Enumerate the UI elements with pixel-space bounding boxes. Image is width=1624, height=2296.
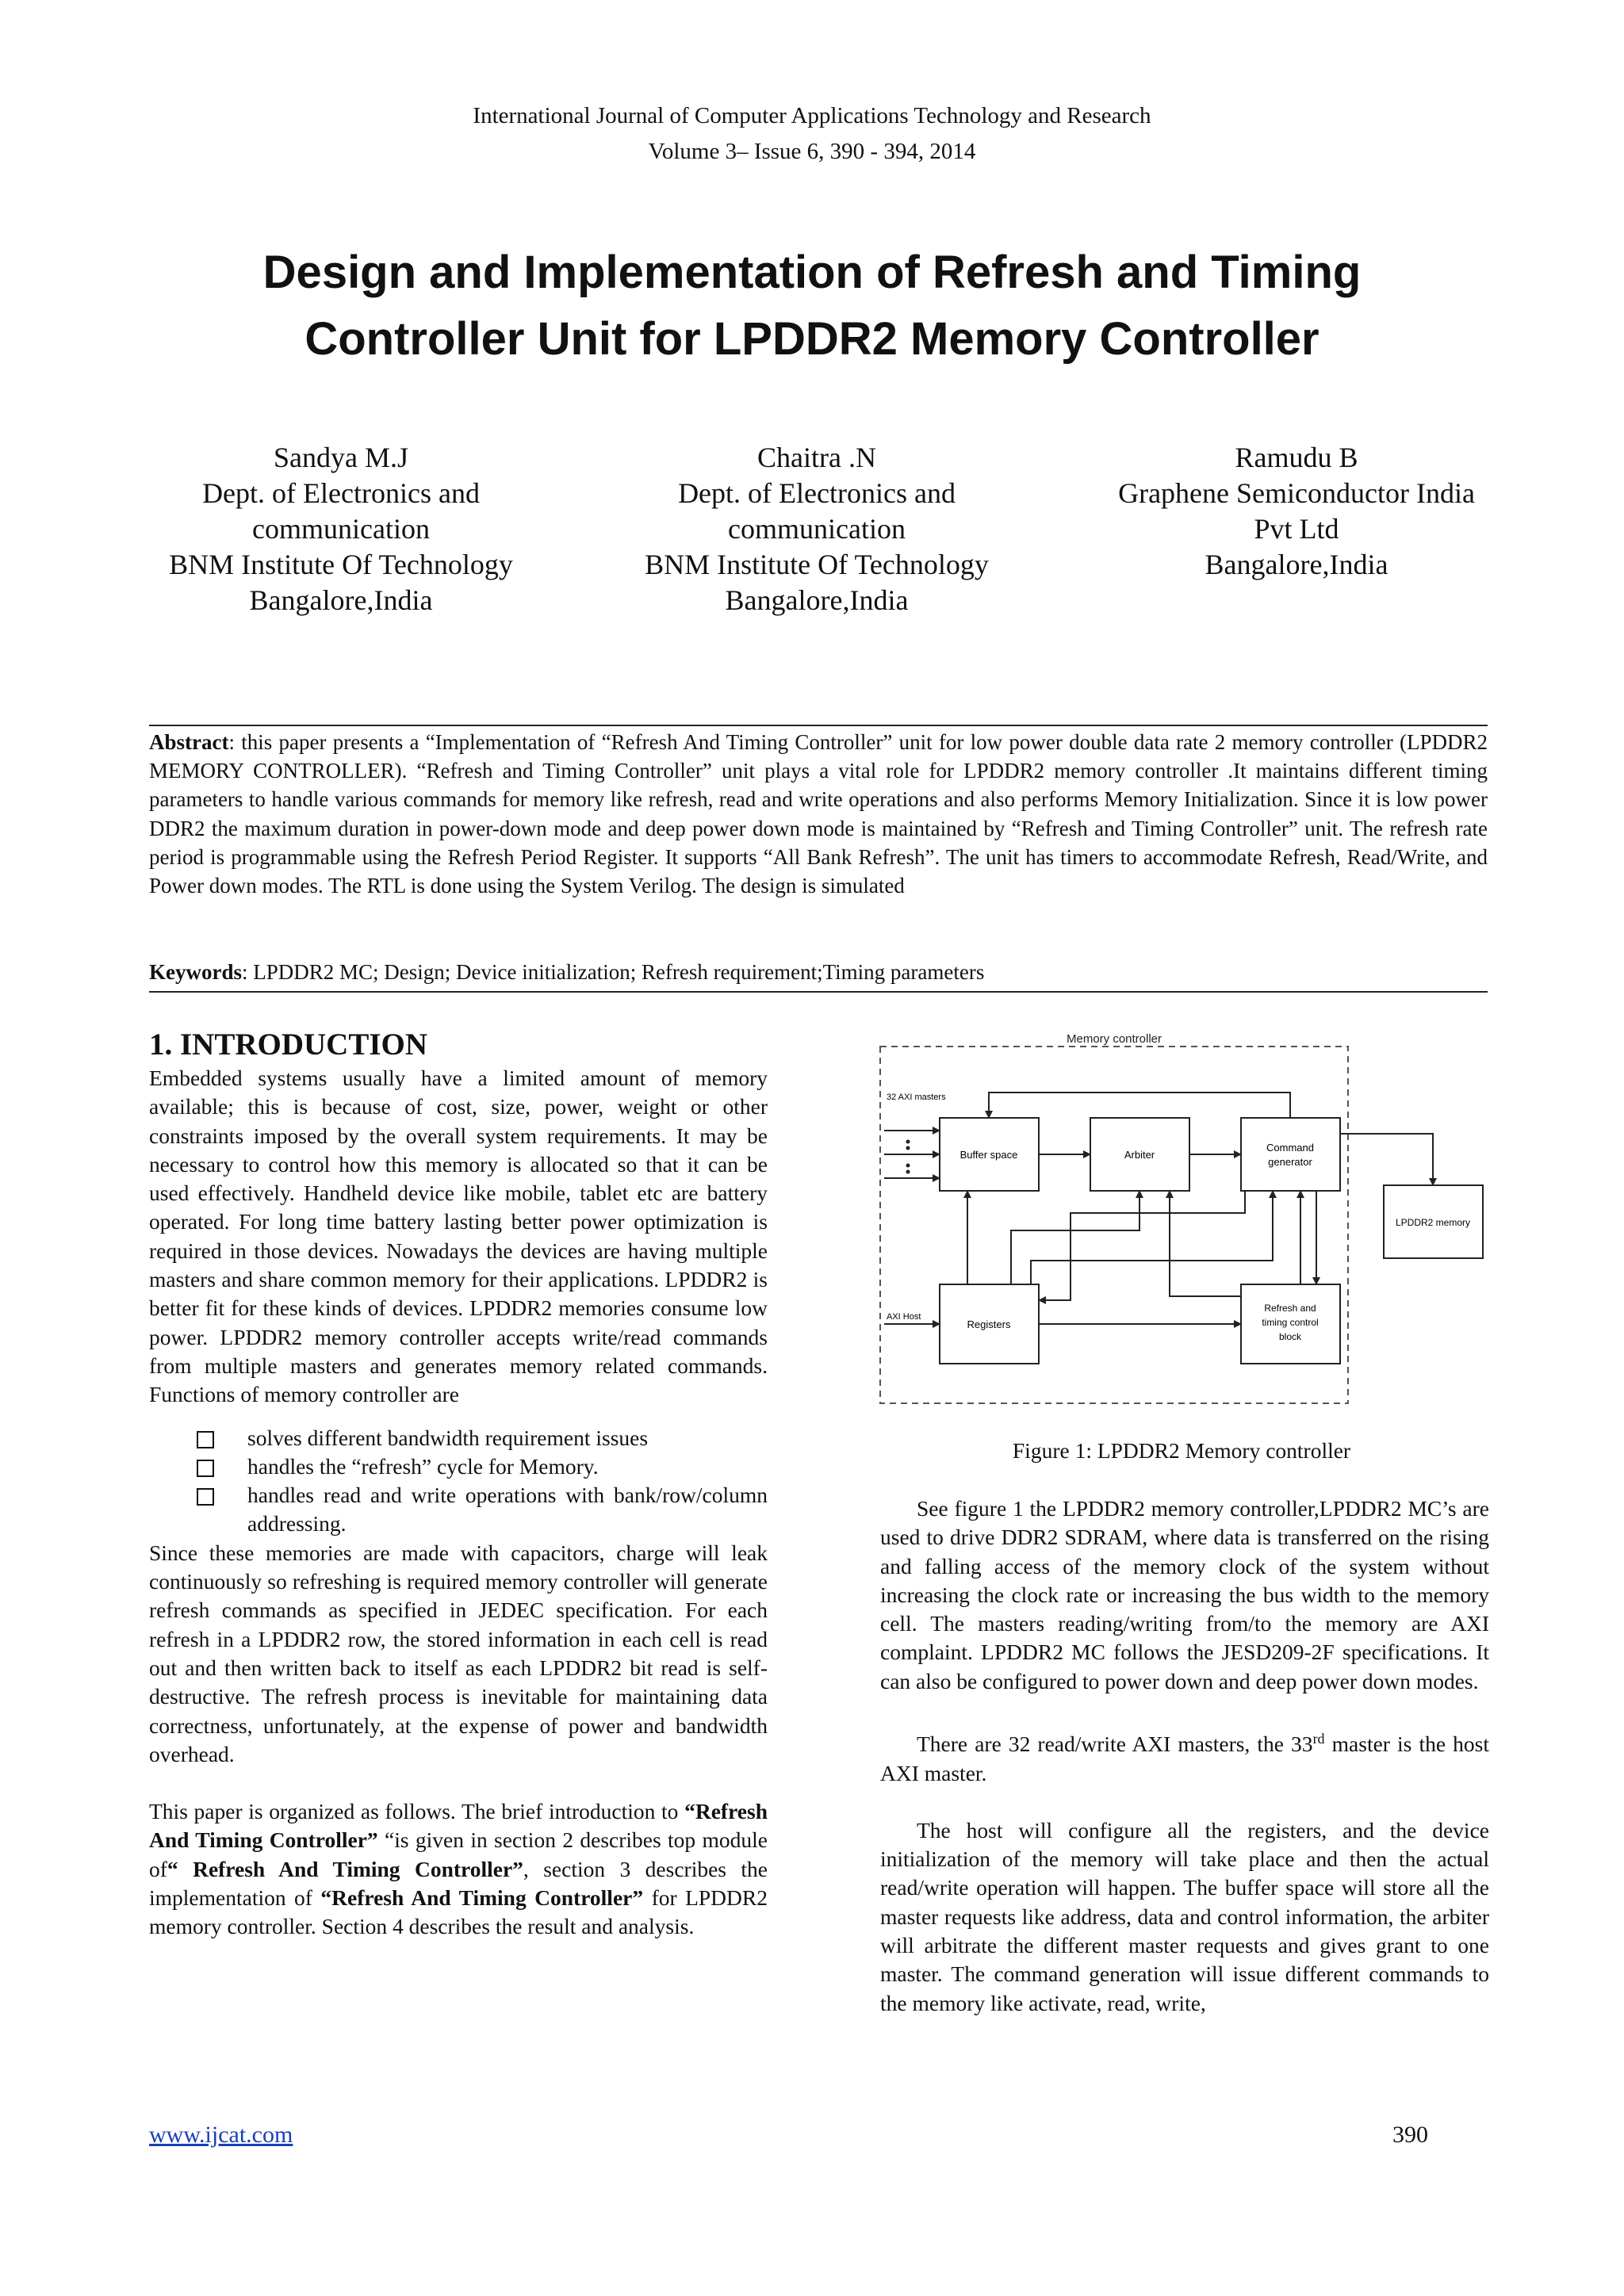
checkbox-bullet-icon	[197, 1488, 214, 1506]
command-generator-label: generator	[1268, 1156, 1312, 1168]
keywords	[149, 958, 1488, 986]
right-paragraph-3: The host will configure all the registers, and the device initialization of the memory will take place and then the actual read/write operation will happen. The buffer space will store all the master requests like address, data and control information, the arbiter will arbitrate the different master requests and gives grant to one master. The command generation will issue different commands to the memory like activate, read, write,	[880, 1817, 1489, 2015]
abstract	[149, 728, 1488, 900]
author-affiliation: BNM Institute Of Technology	[169, 549, 513, 580]
list-item: handles the “refresh” cycle for Memory.	[149, 1452, 768, 1481]
section-heading-introduction: 1. INTRODUCTION	[149, 1027, 428, 1062]
author-name: Ramudu B	[1235, 442, 1358, 473]
author-location: Bangalore,India	[1205, 549, 1388, 580]
keywords-bottom-rule	[149, 991, 1488, 993]
keywords-label: Keywords	[149, 960, 242, 984]
author-affiliation: communication	[252, 513, 430, 545]
author-2	[611, 440, 1023, 618]
author-affiliation: Graphene Semiconductor India	[1118, 477, 1475, 509]
host-input-label: AXI Host	[887, 1312, 921, 1322]
paper-title-line-2: Controller Unit for LPDDR2 Memory Controller	[304, 313, 1320, 365]
refresh-timing-label: timing control	[1262, 1317, 1319, 1328]
masters-input-label: 32 AXI masters	[887, 1093, 946, 1102]
author-affiliation: Dept. of Electronics and	[678, 477, 956, 509]
author-name: Chaitra .N	[757, 442, 876, 473]
right-paragraph-2: There are 32 read/write AXI masters, the 33rd master is the host AXI master.	[880, 1731, 1489, 1785]
author-location: Bangalore,India	[725, 584, 909, 616]
abstract-label: Abstract	[149, 730, 229, 754]
left-column	[149, 1026, 768, 1942]
lpddr2-memory-label: LPDDR2 memory	[1395, 1217, 1471, 1228]
abstract-top-rule	[149, 725, 1488, 726]
intro-paragraph-2: Since these memories are made with capacitors, charge will leak continuously so refreshing is required memory controller will generate refresh commands as specified in JEDEC specification. For each refresh in a LPDDR2 row, the stored information in each cell is read out and then written back to itself as each LPDDR2 bit read is self-destructive. The refresh process is inevitable for maintaining data correctness, unfortunately, at the expense of power and bandwidth overhead.	[149, 1540, 768, 1766]
figure-caption: Figure 1: LPDDR2 Memory controller	[1012, 1438, 1351, 1463]
diagram-title: Memory controller	[1066, 1032, 1162, 1046]
author-location: Bangalore,India	[249, 584, 433, 616]
refresh-timing-label: block	[1278, 1331, 1302, 1342]
command-generator-block	[1241, 1118, 1340, 1191]
right-paragraph-1: See figure 1 the LPDDR2 memory controller,LPDDR2 MC’s are used to drive DDR2 SDRAM, where data is transferred on the rising and falling access of the memory clock of the system without increasing the clock rate or increasing the bus width to the memory cell. The masters reading/writing from/to the memory are AXI complaint. LPDDR2 MC follows the JESD209-2F specifications. It can also be configured to power down and deep power down modes.	[880, 1496, 1489, 1693]
arbiter-label: Arbiter	[1124, 1149, 1155, 1161]
checkbox-bullet-icon	[197, 1431, 214, 1448]
keywords-text: : LPDDR2 MC; Design; Device initialization; Refresh requirement;Timing parameters	[242, 960, 985, 984]
author-affiliation: Dept. of Electronics and	[202, 477, 480, 509]
abstract-text: : this paper presents a “Implementation of “Refresh And Timing Controller” unit for low power double data rate 2 memory controller (LPDDR2 MEMORY CONTROLLER). “Refresh and Timing Controller” unit plays a vital role for LPDDR2 memory controller .It maintains different timing parameters to handle various commands for memory like refresh, read and write operations and also performs Memory Initialization. Since it is low power DDR2 the maximum duration in power-down mode and deep power down mode is maintained by “Refresh and Timing Controller” unit. The refresh rate period is programmable using the Refresh Period Register. It supports “All Bank Refresh”. The unit has timers to accommodate Refresh, Read/Write, and Power down modes. The RTL is done using the System Verilog. The design is simulated	[149, 730, 1488, 898]
checkbox-bullet-icon	[197, 1460, 214, 1477]
figure-memory-controller-diagram	[872, 1023, 1491, 1411]
author-1	[135, 440, 547, 618]
journal-volume: Volume 3– Issue 6, 390 - 394, 2014	[648, 139, 976, 164]
author-affiliation: BNM Institute Of Technology	[645, 549, 989, 580]
list-item: handles read and write operations with bank/row/column addressing.	[149, 1481, 768, 1539]
author-affiliation: communication	[728, 513, 906, 545]
intro-paragraph-3: This paper is organized as follows. The brief introduction to “Refresh And Timing Controller” “is given in section 2 describes top module of“ Refresh And Timing Controller”, section 3 describes the implementation of “Refresh And Timing Controller” for LPDDR2 memory controller. Section 4 describes the result and analysis.	[149, 1799, 768, 1939]
registers-label: Registers	[967, 1318, 1011, 1330]
buffer-space-label: Buffer space	[959, 1149, 1018, 1161]
author-name: Sandya M.J	[274, 442, 408, 473]
paper-title-line-1: Design and Implementation of Refresh and Timing	[262, 247, 1362, 298]
right-column	[880, 1494, 1489, 2018]
list-item: solves different bandwidth requirement issues	[149, 1424, 768, 1452]
journal-website-link[interactable]: www.ijcat.com	[149, 2122, 293, 2148]
command-generator-label: Command	[1266, 1142, 1314, 1154]
intro-paragraph-1: Embedded systems usually have a limited amount of memory available; this is because of cost, size, power, weight or other constraints imposed by the overall system requirements. It may be necessary to control how this memory is allocated so that it can be used effectively. Handheld device like mobile, tablet etc are battery operated. For long time battery lasting better power optimization is required in those devices. Nowadays the devices are having multiple masters and share common memory for their applications. LPDDR2 is better fit for these kinds of devices. LPDDR2 memories consume low power. LPDDR2 memory controller accepts write/read commands from multiple masters and generates memory related commands. Functions of memory controller are	[149, 1066, 768, 1407]
refresh-timing-label: Refresh and	[1264, 1303, 1316, 1314]
author-3	[1086, 440, 1507, 583]
author-affiliation: Pvt Ltd	[1254, 513, 1339, 545]
function-list	[149, 1424, 768, 1539]
journal-name: International Journal of Computer Applications Technology and Research	[473, 103, 1151, 128]
page-number: 390	[1392, 2122, 1428, 2148]
